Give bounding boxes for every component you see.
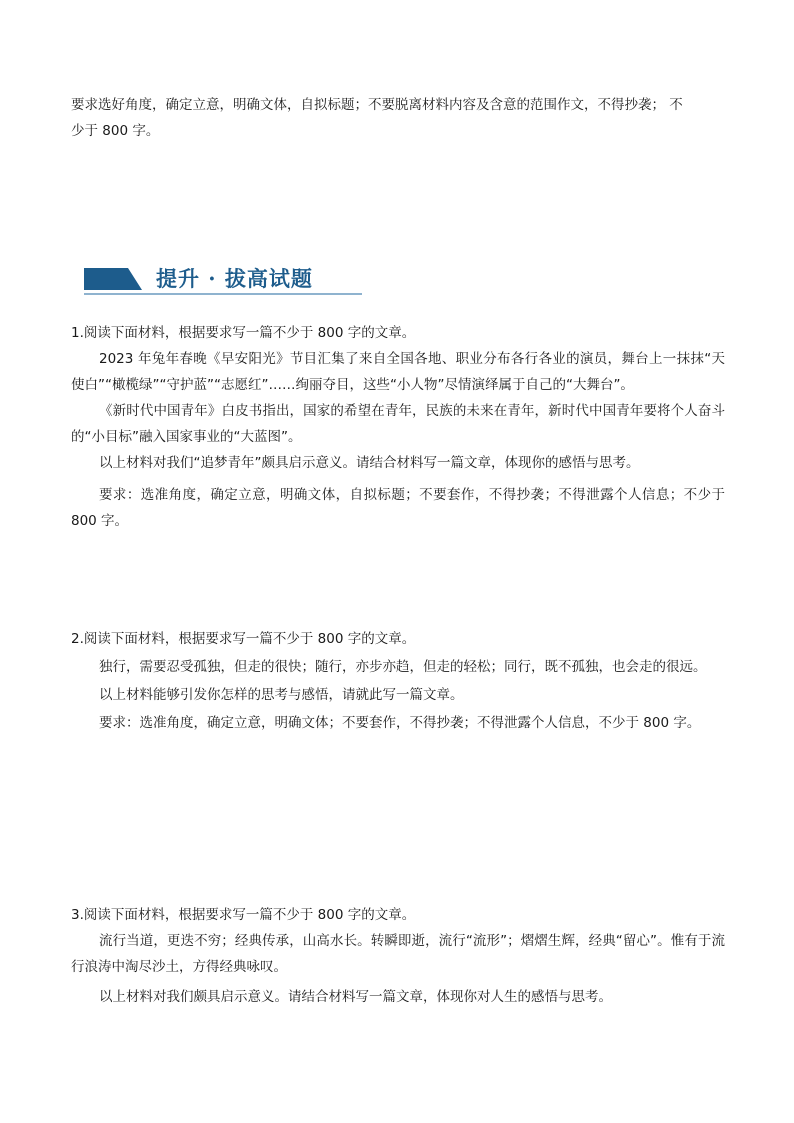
q3-paragraph-1: 流行当道，更迭不穷；经典传承，山高水长。转瞬即逝，流行“流形”；熠熠生辉，经典“留心”。惟有于流行浪涛中淘尽沙土，方得经典咏叹。 [71, 933, 725, 975]
q2-prompt: 2.阅读下面材料，根据要求写一篇不少于 800 字的文章。 [71, 631, 416, 647]
q1-paragraph-3: 以上材料对我们“追梦青年”颇具启示意义。请结合材料写一篇文章，体现你的感悟与思考。 [99, 455, 640, 471]
q3-paragraph-2: 以上材料对我们颇具启示意义。请结合材料写一篇文章，体现你对人生的感悟与思考。 [99, 989, 612, 1005]
intro-line-2: 少于 800 字。 [71, 123, 160, 139]
q1-paragraph-2: 《新时代中国青年》白皮书指出，国家的希望在青年，民族的未来在青年，新时代中国青年要将个人奋斗的“小目标”融入国家事业的“大蓝图”。 [71, 403, 725, 445]
q2-requirement: 要求：选准角度，确定立意，明确文体；不要套作，不得抄袭；不得泄露个人信息，不少于 800 字。 [99, 715, 701, 731]
section-title: 提升 · 拔高试题 [156, 266, 313, 291]
q2-paragraph-1: 独行，需要忍受孤独，但走的很快；随行，亦步亦趋，但走的轻松；同行，既不孤独，也会走的很远。 [99, 659, 707, 675]
intro-requirement [71, 92, 725, 144]
q1-prompt: 1.阅读下面材料，根据要求写一篇不少于 800 字的文章。 [71, 325, 416, 341]
q3-prompt: 3.阅读下面材料，根据要求写一篇不少于 800 字的文章。 [71, 907, 416, 923]
q1-paragraph-1: 2023 年兔年春晚《早安阳光》节目汇集了来自全国各地、职业分布各行各业的演员，舞台上一抹抹“天使白”“橄榄绿”“守护蓝”“志愿红”……绚丽夺目，这些“小人物”尽情演绎属于自己的“大舞台”。 [71, 351, 725, 393]
q1-requirement: 要求：选准角度，确定立意，明确文体，自拟标题；不要套作，不得抄袭；不得泄露个人信息；不少于 800 字。 [71, 487, 725, 529]
intro-line-1: 要求选好角度，确定立意，明确文体，自拟标题；不要脱离材料内容及含意的范围作文，不得抄袭； 不 [71, 97, 683, 113]
section-banner [84, 262, 362, 296]
banner-rule [84, 293, 362, 295]
q2-paragraph-2: 以上材料能够引发你怎样的思考与感悟，请就此写一篇文章。 [99, 687, 464, 703]
